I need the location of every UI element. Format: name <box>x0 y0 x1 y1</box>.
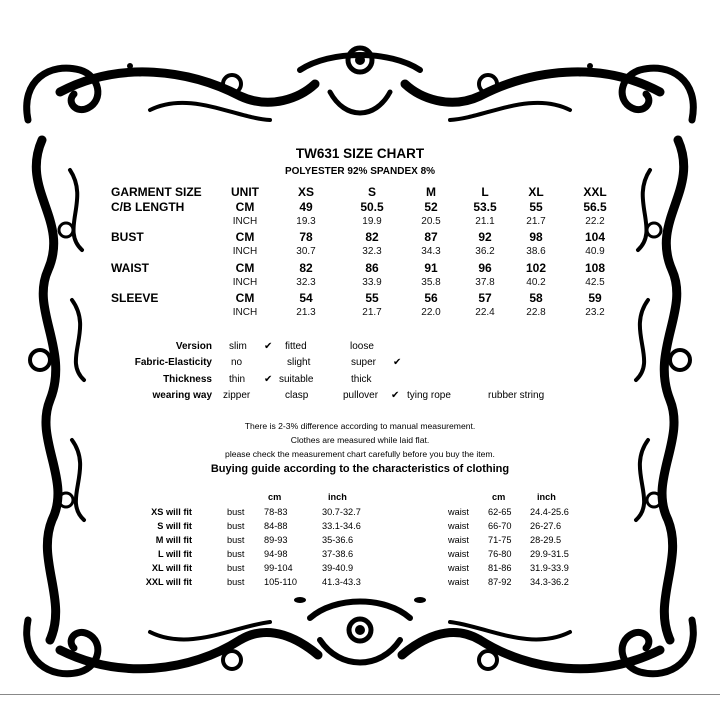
feature-option: slim <box>229 341 247 352</box>
unit-header: UNIT <box>231 185 259 199</box>
buying-guide-title: Buying guide according to the characteristics of clothing <box>210 463 510 475</box>
feature-option: fitted <box>285 341 307 352</box>
table-cell: 59 <box>588 291 602 305</box>
guide-row-label: XXL will fit <box>145 577 192 587</box>
table-cell: 21.3 <box>296 307 316 318</box>
guide-cell: 62-65 <box>488 507 512 517</box>
table-cell: 86 <box>365 261 379 275</box>
feature-option: thick <box>351 374 372 385</box>
table-cell: 57 <box>478 291 492 305</box>
guide-header-cm: cm <box>492 492 506 502</box>
guide-row-label: XL will fit <box>151 563 192 573</box>
size-header-l: L <box>481 185 489 199</box>
guide-cell: 105-110 <box>264 577 298 587</box>
table-cell: 55 <box>529 200 543 214</box>
guide-cell: bust <box>227 507 245 517</box>
table-cell: 92 <box>478 230 492 244</box>
table-cell: 42.5 <box>585 277 605 288</box>
material-composition: POLYESTER 92% SPANDEX 8% <box>284 166 436 177</box>
guide-cell: waist <box>448 577 469 587</box>
table-cell: 32.3 <box>296 277 316 288</box>
unit-inch: INCH <box>232 277 258 288</box>
table-cell: 78 <box>299 230 313 244</box>
unit-cm: CM <box>235 230 255 244</box>
feature-option: thin <box>229 374 246 385</box>
table-cell: 56.5 <box>583 200 607 214</box>
feature-label-version: Version <box>175 341 212 352</box>
check-icon: ✔ <box>391 390 400 401</box>
feature-option: slight <box>287 357 311 368</box>
guide-cell: waist <box>448 535 469 545</box>
guide-cell: 30.7-32.7 <box>322 507 361 517</box>
size-header-xl: XL <box>528 185 544 199</box>
table-cell: 52 <box>424 200 438 214</box>
table-cell: 20.5 <box>421 216 441 227</box>
table-cell: 50.5 <box>360 200 384 214</box>
table-cell: 23.2 <box>585 307 605 318</box>
table-cell: 102 <box>525 261 547 275</box>
guide-cell: waist <box>448 563 469 573</box>
guide-cell: 66-70 <box>488 521 512 531</box>
guide-cell: waist <box>448 521 469 531</box>
row-label-sleeve: SLEEVE <box>111 291 159 305</box>
size-header-s: S <box>367 185 376 199</box>
guide-cell: 71-75 <box>488 535 512 545</box>
table-cell: 40.9 <box>585 246 605 257</box>
bottom-divider <box>0 694 720 695</box>
guide-cell: 35-36.6 <box>322 535 354 545</box>
guide-cell: 99-104 <box>264 563 293 573</box>
feature-option: zipper <box>223 390 251 401</box>
note-laid-flat: Clothes are measured while laid flat. <box>290 435 430 445</box>
table-cell: 21.7 <box>526 216 546 227</box>
feature-label-elasticity: Fabric-Elasticity <box>134 357 212 368</box>
size-header-m: M <box>426 185 436 199</box>
guide-cell: 28-29.5 <box>530 535 562 545</box>
feature-option: super <box>351 357 377 368</box>
table-cell: 22.2 <box>585 216 605 227</box>
guide-cell: 26-27.6 <box>530 521 562 531</box>
table-cell: 21.1 <box>475 216 495 227</box>
feature-option: rubber string <box>488 390 545 401</box>
table-cell: 56 <box>424 291 438 305</box>
guide-cell: 84-88 <box>264 521 288 531</box>
guide-cell: 24.4-25.6 <box>530 507 569 517</box>
guide-cell: bust <box>227 549 245 559</box>
unit-cm: CM <box>235 261 255 275</box>
check-icon: ✔ <box>393 357 402 368</box>
guide-cell: 34.3-36.2 <box>530 577 569 587</box>
feature-option: tying rope <box>407 390 451 401</box>
unit-inch: INCH <box>232 246 258 257</box>
guide-cell: 81-86 <box>488 563 512 573</box>
guide-cell: bust <box>227 577 245 587</box>
table-cell: 22.0 <box>421 307 441 318</box>
table-cell: 58 <box>529 291 543 305</box>
table-cell: 19.3 <box>296 216 316 227</box>
unit-cm: CM <box>235 291 255 305</box>
row-label-waist: WAIST <box>111 261 149 275</box>
table-cell: 32.3 <box>362 246 382 257</box>
table-cell: 55 <box>365 291 379 305</box>
table-cell: 37.8 <box>475 277 495 288</box>
size-header-xxl: XXL <box>583 185 607 199</box>
table-cell: 21.7 <box>362 307 382 318</box>
guide-cell: 78-83 <box>264 507 288 517</box>
table-cell: 36.2 <box>475 246 495 257</box>
guide-cell: 39-40.9 <box>322 563 354 573</box>
table-cell: 22.4 <box>475 307 495 318</box>
check-icon: ✔ <box>264 374 273 385</box>
guide-cell: 37-38.6 <box>322 549 354 559</box>
guide-cell: 94-98 <box>264 549 288 559</box>
check-icon: ✔ <box>264 341 273 352</box>
guide-cell: waist <box>448 507 469 517</box>
unit-inch: INCH <box>232 307 258 318</box>
guide-row-label: M will fit <box>155 535 192 545</box>
guide-row-label: XS will fit <box>151 507 192 517</box>
guide-header-cm: cm <box>268 492 282 502</box>
guide-cell: bust <box>227 521 245 531</box>
guide-cell: 87-92 <box>488 577 512 587</box>
unit-cm: CM <box>235 200 255 214</box>
note-check-chart: please check the measurement chart carefully before you buy the item. <box>225 449 495 459</box>
table-cell: 82 <box>365 230 379 244</box>
guide-row-label: S will fit <box>157 521 192 531</box>
guide-cell: 89-93 <box>264 535 288 545</box>
row-label-bust: BUST <box>111 230 144 244</box>
guide-row-label: L will fit <box>157 549 192 559</box>
guide-cell: waist <box>448 549 469 559</box>
table-cell: 22.8 <box>526 307 546 318</box>
feature-option: loose <box>350 341 374 352</box>
table-cell: 49 <box>299 200 313 214</box>
table-cell: 35.8 <box>421 277 441 288</box>
table-cell: 33.9 <box>362 277 382 288</box>
table-cell: 96 <box>478 261 492 275</box>
guide-cell: 76-80 <box>488 549 512 559</box>
feature-option: clasp <box>285 390 309 401</box>
guide-cell: bust <box>227 563 245 573</box>
table-cell: 98 <box>529 230 543 244</box>
guide-cell: 41.3-43.3 <box>322 577 361 587</box>
feature-label-thickness: Thickness <box>163 374 212 385</box>
table-cell: 53.5 <box>473 200 497 214</box>
guide-cell: 29.9-31.5 <box>530 549 569 559</box>
guide-cell: 33.1-34.6 <box>322 521 361 531</box>
guide-cell: 31.9-33.9 <box>530 563 569 573</box>
feature-option: suitable <box>279 374 314 385</box>
table-cell: 40.2 <box>526 277 546 288</box>
feature-option: pullover <box>343 390 379 401</box>
feature-option: no <box>231 357 243 368</box>
table-cell: 104 <box>584 230 606 244</box>
table-cell: 91 <box>424 261 438 275</box>
table-cell: 54 <box>299 291 313 305</box>
table-cell: 108 <box>584 261 606 275</box>
unit-inch: INCH <box>232 216 258 227</box>
chart-title: TW631 SIZE CHART <box>295 146 425 161</box>
table-cell: 38.6 <box>526 246 546 257</box>
feature-label-wearing-way: wearing way <box>152 390 212 401</box>
table-cell: 82 <box>299 261 313 275</box>
table-cell: 87 <box>424 230 438 244</box>
guide-header-inch: inch <box>537 492 556 502</box>
table-cell: 19.9 <box>362 216 382 227</box>
size-header-xs: XS <box>297 185 314 199</box>
table-cell: 30.7 <box>296 246 316 257</box>
guide-cell: bust <box>227 535 245 545</box>
note-difference: There is 2-3% difference according to manual measurement. <box>244 421 476 431</box>
row-label-cb-length: C/B LENGTH <box>111 200 185 214</box>
table-cell: 34.3 <box>421 246 441 257</box>
guide-header-inch: inch <box>328 492 347 502</box>
garment-size-label: GARMENT SIZE <box>111 185 202 199</box>
